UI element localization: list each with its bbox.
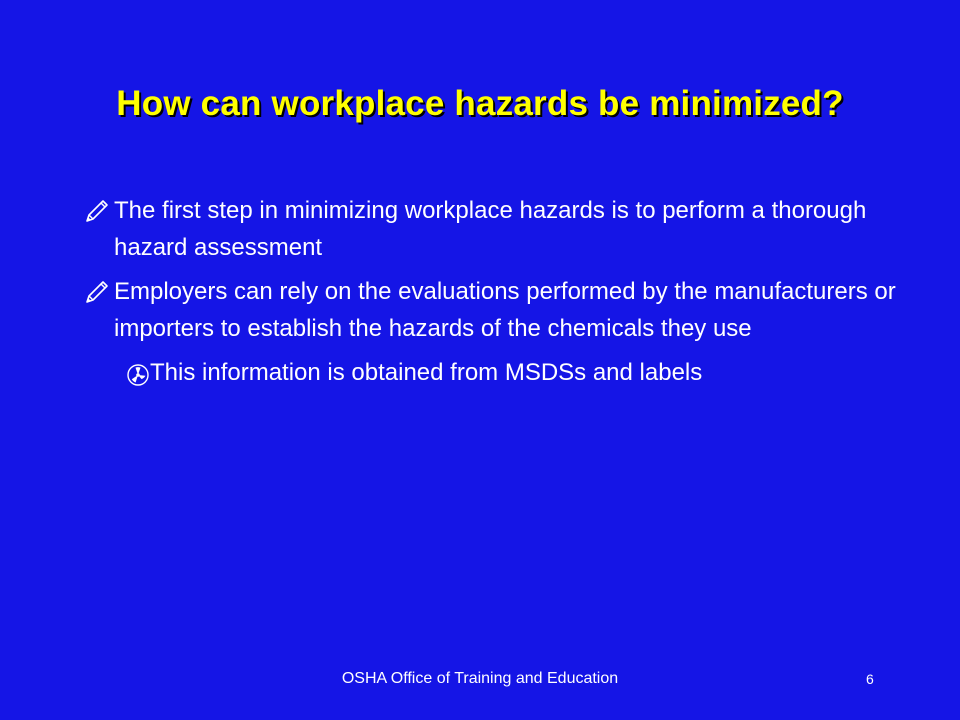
bullet-text: Employers can rely on the evaluations performed by the manufacturers or importers to establish the hazards of the chemicals they use bbox=[114, 278, 896, 342]
sub-bullet-item bbox=[104, 354, 904, 391]
page-number: 6 bbox=[866, 671, 874, 687]
bullet-text: The first step in minimizing workplace hazards is to perform a thorough hazard assessment bbox=[114, 197, 867, 261]
pencil-icon bbox=[84, 279, 110, 305]
sub-bullet-text: This information is obtained from MSDSs and labels bbox=[150, 359, 703, 386]
bullet-item bbox=[84, 273, 904, 347]
radiation-icon bbox=[126, 363, 150, 387]
slide-title: How can workplace hazards be minimized? bbox=[116, 84, 844, 123]
bullet-item bbox=[84, 192, 904, 266]
footer-text: OSHA Office of Training and Education bbox=[341, 670, 619, 687]
pencil-icon bbox=[84, 198, 110, 224]
bullet-list bbox=[84, 192, 904, 391]
